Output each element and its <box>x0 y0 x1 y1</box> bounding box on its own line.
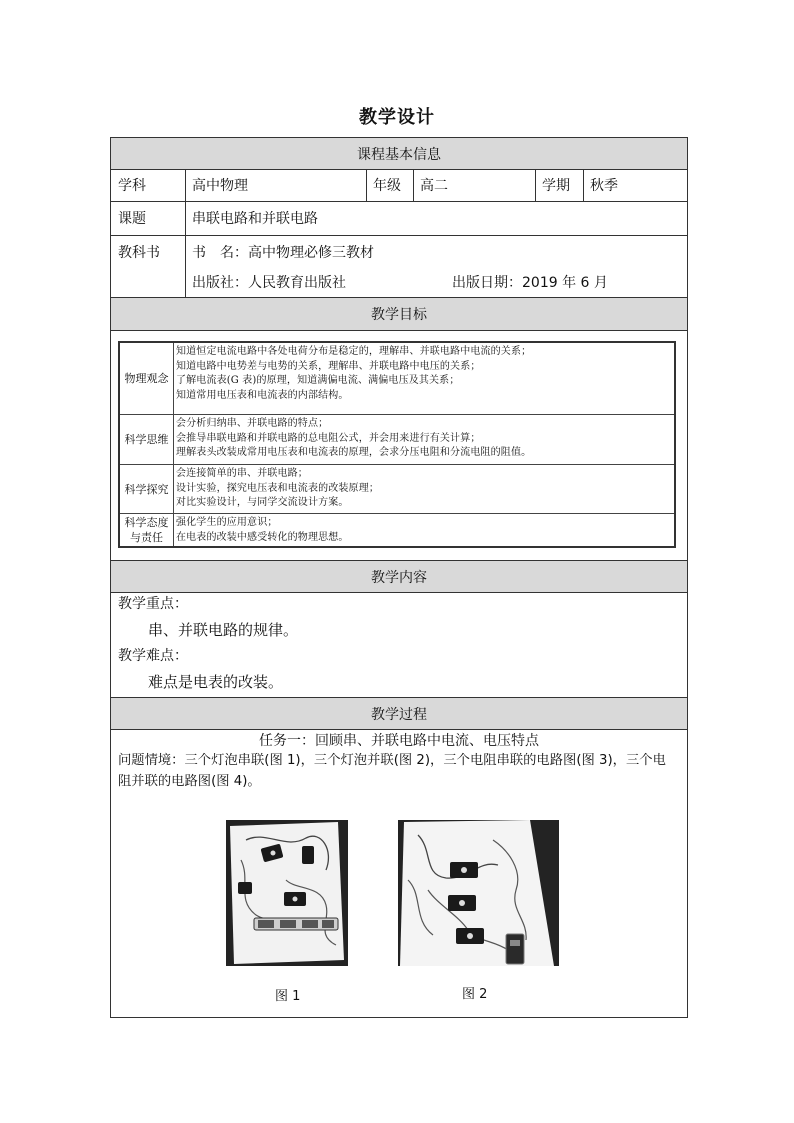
objective-label <box>120 415 174 464</box>
term-label: 学期 <box>542 178 570 194</box>
difficulty-label: 教学难点： <box>118 648 188 664</box>
divider <box>110 729 688 730</box>
term-value: 秋季 <box>590 178 618 194</box>
objective-label-line: 科学探究 <box>124 482 169 496</box>
divider <box>366 169 367 201</box>
publish-date: 出版日期：2019 年 6 月 <box>452 275 608 291</box>
divider <box>110 201 688 202</box>
divider <box>110 235 688 236</box>
objectives-table <box>118 341 676 548</box>
grade-label: 年级 <box>373 178 401 194</box>
objective-row <box>120 514 674 546</box>
objective-line: 知道恒定电流电路中各处电荷分布是稳定的，理解串、并联电路中电流的关系； <box>176 346 532 357</box>
objective-label-line: 科学态度 <box>124 516 169 529</box>
objective-line: 知道电路中电势差与电势的关系，理解串、并联电路中电压的关系； <box>176 360 481 372</box>
divider <box>110 169 688 170</box>
figure-1-photo <box>226 820 348 966</box>
objective-label-line: 物理观念 <box>124 372 169 385</box>
figure-2-photo <box>398 820 559 966</box>
topic-value: 串联电路和并联电路 <box>192 211 318 227</box>
objective-label-line: 科学思维 <box>124 433 169 446</box>
parallel-bulbs-image <box>398 820 559 966</box>
divider <box>413 169 414 201</box>
section-header-process: 教学过程 <box>111 698 687 729</box>
divider <box>110 330 688 331</box>
scenario-text: 阻并联的电路图(图 4)。 <box>118 774 261 789</box>
objective-line: 会分析归纳串、并联电路的特点； <box>176 418 329 429</box>
objective-label <box>120 343 174 414</box>
task-title: 任务一：回顾串、并联电路中电流、电压特点 <box>259 733 539 749</box>
subject-label: 学科 <box>118 178 146 194</box>
section-header-objectives: 教学目标 <box>111 298 687 330</box>
book-name: 书 名：高中物理必修三教材 <box>192 245 374 261</box>
objective-line: 设计实验，探究电压表和电流表的改装原理； <box>176 482 379 494</box>
textbook-label: 教科书 <box>118 245 160 261</box>
figure-2-caption: 图 2 <box>462 987 488 1002</box>
objective-line: 知道常用电压表和电流表的内部结构。 <box>176 389 349 401</box>
series-bulbs-image <box>226 820 348 966</box>
section-header-basic-info: 课程基本信息 <box>111 138 687 169</box>
figure-1-caption: 图 1 <box>275 989 301 1004</box>
objective-text <box>176 417 531 461</box>
objective-text <box>176 516 349 545</box>
divider <box>185 169 186 297</box>
objective-row <box>120 343 674 415</box>
divider <box>110 592 688 593</box>
objective-line: 了解电流表(G 表)的原理，知道满偏电流、满偏电压及其关系； <box>176 375 460 386</box>
objective-text <box>176 467 379 511</box>
document-title: 教学设计 <box>359 107 435 128</box>
objective-line: 对比实验设计，与同学交流设计方案。 <box>176 497 349 508</box>
objective-label <box>120 514 174 546</box>
objective-row <box>120 415 674 465</box>
grade-value: 高二 <box>420 178 448 194</box>
topic-label: 课题 <box>118 211 146 227</box>
section-header-content: 教学内容 <box>111 561 687 592</box>
objective-line: 强化学生的应用意识； <box>176 517 278 528</box>
objective-row <box>120 465 674 514</box>
objective-label-line: 与责任 <box>130 531 163 544</box>
divider <box>583 169 584 201</box>
key-point-text: 串、并联电路的规律。 <box>148 621 299 639</box>
divider <box>535 169 536 201</box>
subject-value: 高中物理 <box>192 178 248 194</box>
objective-line: 在电表的改装中感受转化的物理思想。 <box>176 531 349 543</box>
key-point-label: 教学重点： <box>118 596 188 612</box>
publisher: 出版社：人民教育出版社 <box>192 275 346 291</box>
difficulty-text: 难点是电表的改装。 <box>148 673 284 691</box>
objective-text <box>176 345 531 403</box>
objective-line: 理解表头改装成常用电压表和电流表的原理，会求分压电阻和分流电阻的阻值。 <box>176 447 532 458</box>
objective-label <box>120 465 174 513</box>
objective-line: 会推导串联电路和并联电路的总电阻公式，并会用来进行有关计算； <box>176 432 481 444</box>
scenario-text: 问题情境：三个灯泡串联(图 1)，三个灯泡并联(图 2)，三个电阻串联的电路图(图 3)，三个电 <box>118 753 666 768</box>
objective-line: 会连接简单的串、并联电路； <box>176 468 308 479</box>
